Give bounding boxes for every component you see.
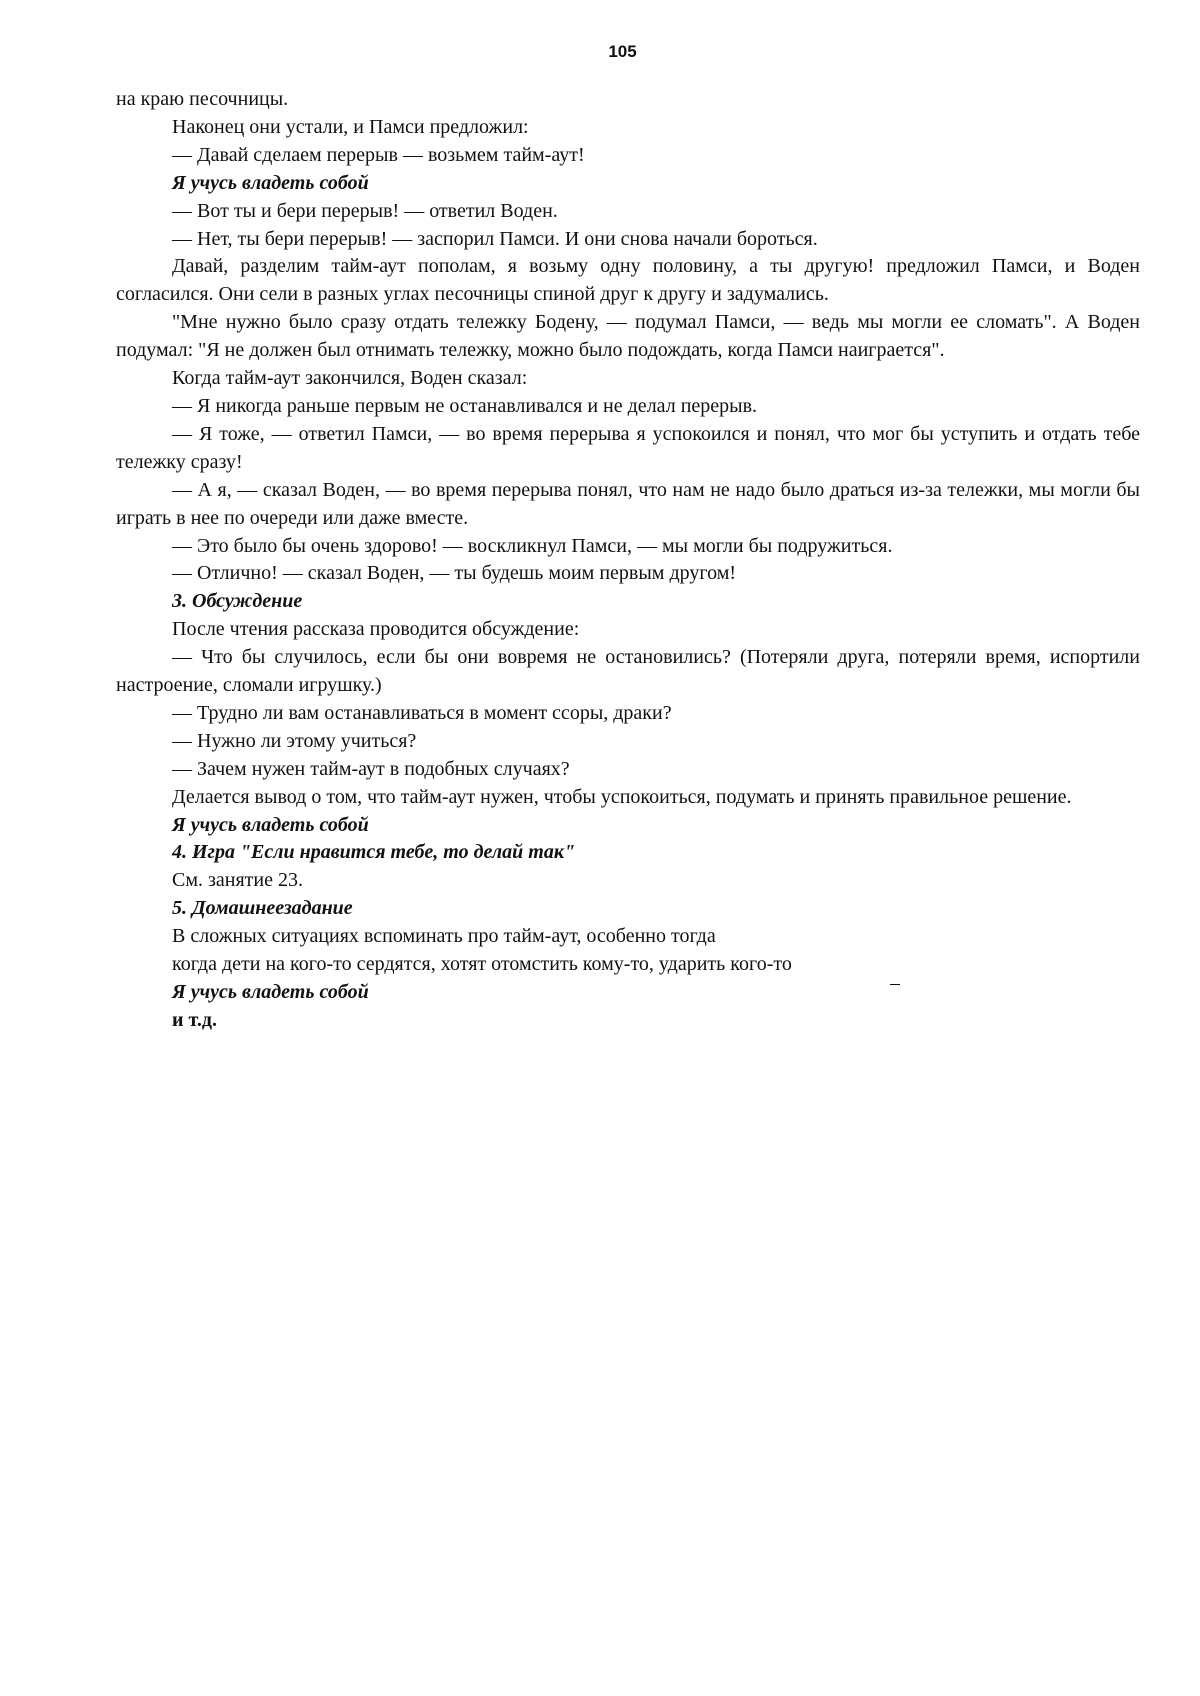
dialogue-line: — Вот ты и бери перерыв! — ответил Воден. bbox=[116, 198, 1140, 226]
paragraph: "Мне нужно было сразу отдать тележку Бодену, — подумал Памси, — ведь мы могли ее сломать". А Воден подумал: "Я не должен был отнимать тележку, можно было подождать, когда Памси наиграется". bbox=[116, 309, 1140, 365]
question-line: — Зачем нужен тайм-аут в подобных случаях? bbox=[116, 756, 1140, 784]
section-heading: 5. Домашнеезадание bbox=[116, 895, 1140, 923]
dialogue-line: — А я, — сказал Воден, — во время перерыва понял, что нам не надо было драться из-за тележки, мы могли бы играть в нее по очереди или даже вместе. bbox=[116, 477, 1140, 533]
dialogue-line: — Это было бы очень здорово! — воскликнул Памси, — мы могли бы подружиться. bbox=[116, 533, 1140, 561]
paragraph: когда дети на кого-то сердятся, хотят отомстить кому-то, ударить кого-то bbox=[116, 951, 1140, 979]
paragraph: В сложных ситуациях вспоминать про тайм-аут, особенно тогда bbox=[116, 923, 1140, 951]
paragraph: Когда тайм-аут закончился, Воден сказал: bbox=[116, 365, 1140, 393]
dialogue-line: — Нет, ты бери перерыв! — заспорил Памси. И они снова начали бороться. bbox=[116, 226, 1140, 254]
question-line: — Трудно ли вам останавливаться в момент ссоры, драки? bbox=[116, 700, 1140, 728]
page-number: 105 bbox=[0, 42, 1200, 62]
dialogue-line: — Я тоже, — ответил Памси, — во время перерыва я успокоился и понял, что мог бы уступить и отдать тебе тележку сразу! bbox=[116, 421, 1140, 477]
question-line: — Что бы случилось, если бы они вовремя не остановились? (Потеряли друга, потеряли время, испортили настроение, сломали игрушку.) bbox=[116, 644, 1140, 700]
paragraph: и т.д. bbox=[116, 1007, 1140, 1035]
paragraph: Давай, разделим тайм-аут пополам, я возьму одну половину, а ты другую! предложил Памси, и Воден согласился. Они сели в разных углах песочницы спиной друг к другу и задумались. bbox=[116, 253, 1140, 309]
dialogue-line: — Я никогда раньше первым не останавливался и не делал перерыв. bbox=[116, 393, 1140, 421]
question-line: — Нужно ли этому учиться? bbox=[116, 728, 1140, 756]
section-heading: Я учусь владеть собой bbox=[116, 170, 1140, 198]
section-heading: 4. Игра "Если нравится тебе, то делай так" bbox=[116, 839, 1140, 867]
paragraph: После чтения рассказа проводится обсуждение: bbox=[116, 616, 1140, 644]
paragraph: См. занятие 23. bbox=[116, 867, 1140, 895]
dialogue-line: — Давай сделаем перерыв — возьмем тайм-аут! bbox=[116, 142, 1140, 170]
section-heading: Я учусь владеть собой bbox=[116, 812, 1140, 840]
section-heading: 3. Обсуждение bbox=[116, 588, 1140, 616]
paragraph: Наконец они устали, и Памси предложил: bbox=[116, 114, 1140, 142]
paragraph: Делается вывод о том, что тайм-аут нужен, чтобы успокоиться, подумать и принять правильное решение. bbox=[116, 784, 1140, 812]
document-body bbox=[116, 86, 1140, 1035]
stray-dash-mark bbox=[890, 984, 900, 985]
section-heading: Я учусь владеть собой bbox=[116, 979, 1140, 1007]
dialogue-line: — Отлично! — сказал Воден, — ты будешь моим первым другом! bbox=[116, 560, 1140, 588]
paragraph: на краю песочницы. bbox=[116, 86, 1140, 114]
